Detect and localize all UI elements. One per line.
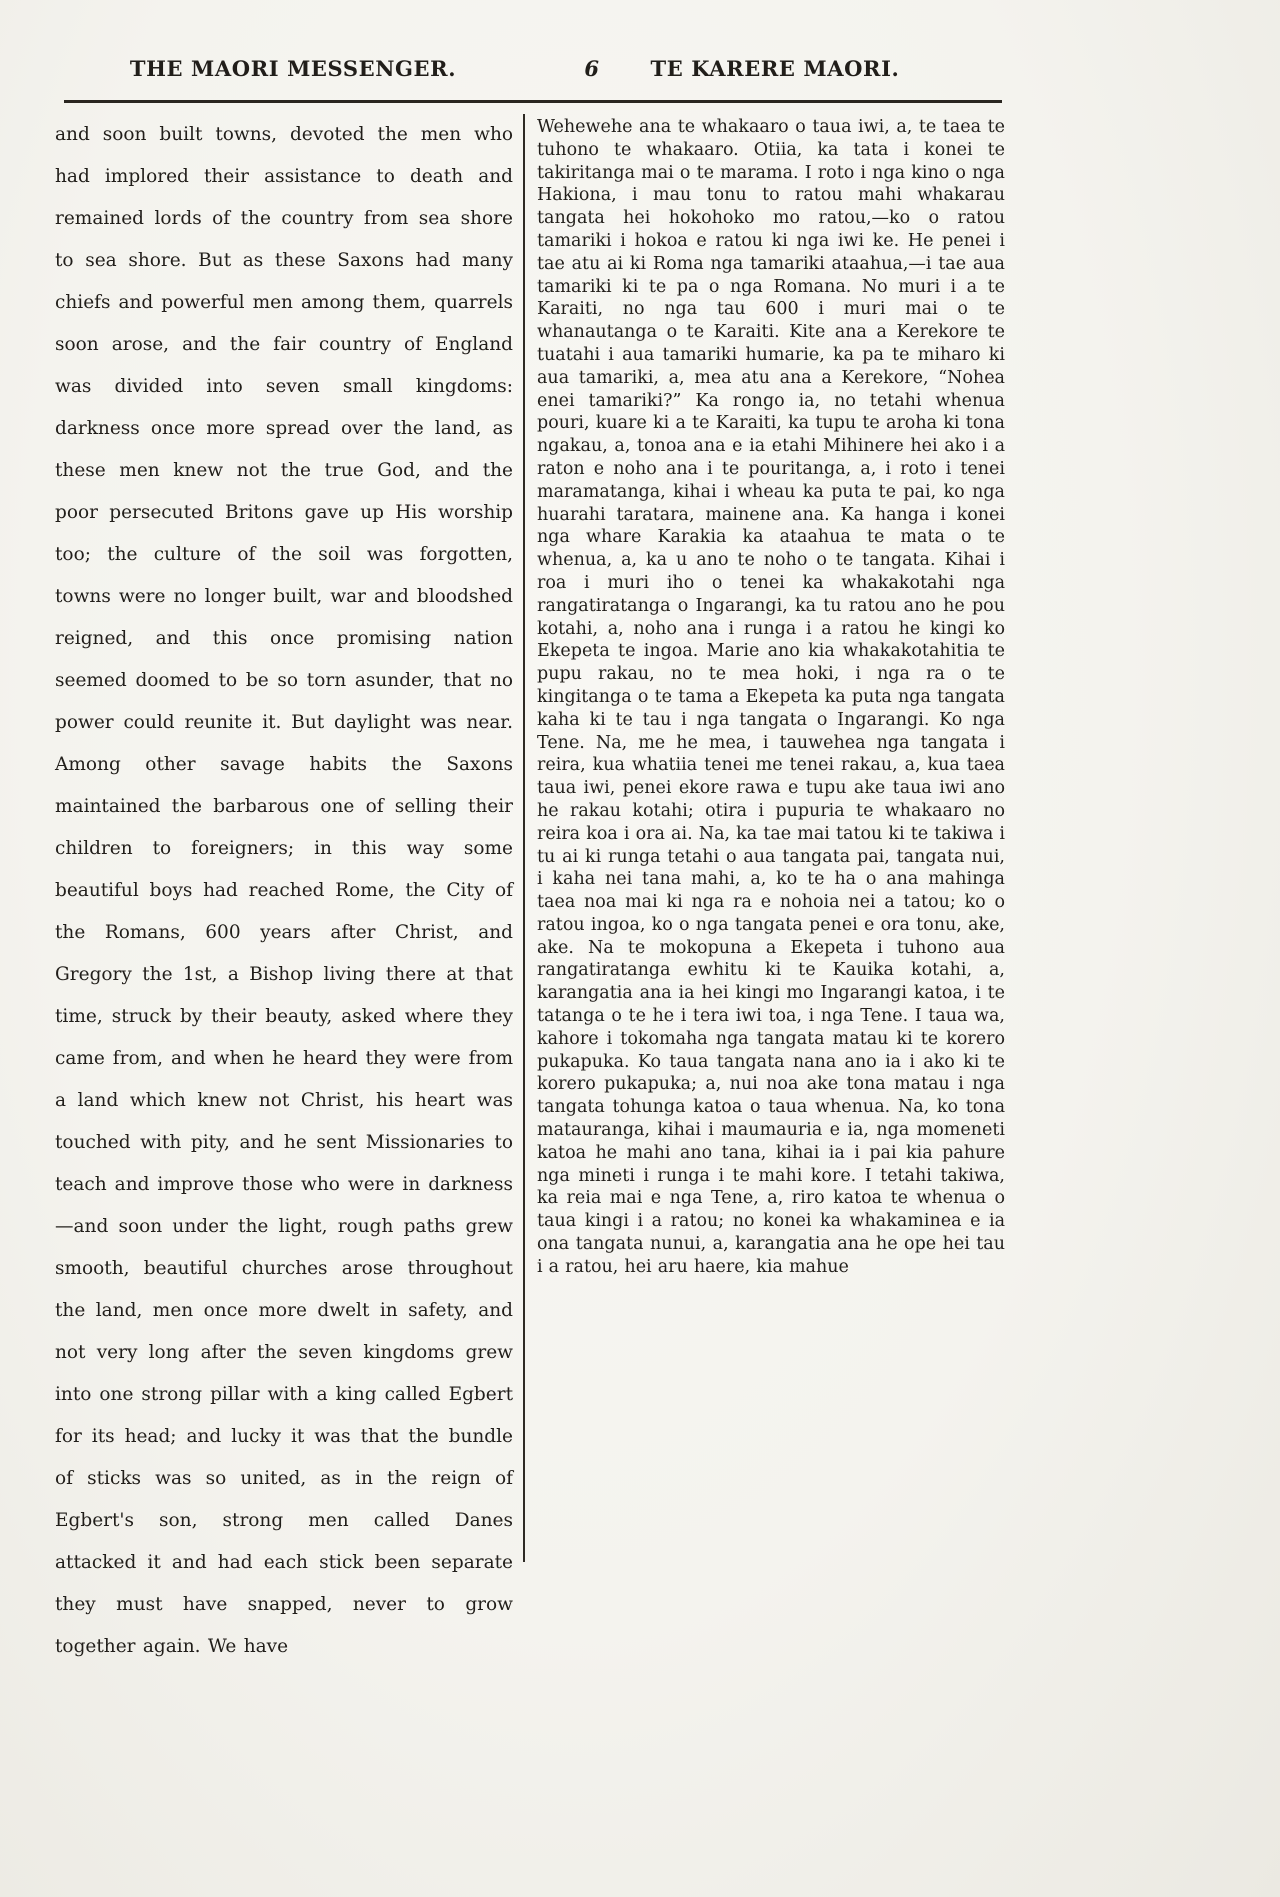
- right-journal-title: TE KARERE MAORI.: [650, 56, 900, 81]
- header-rule: [64, 100, 1002, 103]
- column-divider: [523, 114, 525, 1562]
- english-column: [55, 114, 513, 1668]
- maori-text: Wehewehe ana te whakaaro o taua iwi, a, te taea te tuhono te whakaaro. Otiia, ka tata i konei te takiritanga mai o te marama. I roto i nga kino o nga Hakiona, i mau tonu to ratou mahi whakarau tangata hei hokohoko mo ratou,—ko o ratou tamariki i hokoa e ratou ki nga iwi ke. He penei i tae atu ai ki Roma nga tamariki ataahua,—i tae aua tamariki ki te pa o nga Romana. No muri i a te Karaiti, no nga tau 600 i muri mai o te whanautanga o te Karaiti. Kite ana a Kerekore te tuatahi i aua tamariki humarie, ka pa te miharo ki aua tamariki, a, mea atu ana a Kerekore, “Nohea enei tamariki?” Ka rongo ia, no tetahi whenua pouri, kuare ki a te Karaiti, ka tupu te aroha ki tona ngakau, a, tonoa ana e ia etahi Mihinere hei ako i a raton e noho ana i te pouritanga, a, i roto i tenei maramatanga, kihai i wheau ka puta te pai, ko nga huarahi taratara, mainene ana. Ka hanga i konei nga whare Karakia ka ataahua te mata o te whenua, a, ka u ano te noho o te tangata. Kihai i roa i muri iho o tenei ka whakakotahi nga rangatiratanga o Ingarangi, ka tu ratou ano he pou kotahi, a, noho ana i runga i a ratou he kingi ko Ekepeta te ingoa. Marie ano kia whakakotahitia te pupu rakau, no te mea hoki, i nga ra o te kingitanga o te tama a Ekepeta ka puta nga tangata kaha ki te tau i nga tangata o Ingarangi. Ko nga Tene. Na, me he mea, i tauwehea nga tangata i reira, kua whatiia tenei me tenei rakau, a, kua taea taua iwi, penei ekore rawa e tupu ake taua iwi ano he rakau kotahi; otira i pupuria te whakaaro no reira koa i ora ai. Na, ka tae mai tatou ki te takiwa i tu ai ki runga tetahi o aua tangata pai, tangata nui, i kaha nei tana mahi, a, ko te ha o ana mahinga taea noa mai ki nga ra e nohoia nei a tatou; ko o ratou ingoa, ko o nga tangata penei e ora tonu, ake, ake. Na te mokopuna a Ekepeta i tuhono aua rangatiratanga ewhitu ki te Kauika kotahi, a, karangatia ana ia hei kingi mo Ingarangi katoa, i te tatanga o te he i tera iwi toa, i nga Tene. I taua wa, kahore i tokomaha nga tangata matau ki te korero pukapuka. Ko taua tangata nana ano ia i ako ki te korero pukapuka; a, nui noa ake tona matau i nga tangata tohunga katoa o taua whenua. Na, ko tona matauranga, kihai i maumauria e ia, nga momeneti katoa he mahi ano tana, kihai ia i pai kia pahure nga mineti i runga i te mahi kore. I tetahi takiwa, ka reia mai e nga Tene, a, riro katoa te whenua o taua kingi i a ratou; no konei ka whakaminea e ia ona tangata nunui, a, karangatia ana he ope hei tau i a ratou, hei aru haere, kia mahue: [537, 117, 1005, 1277]
- maori-column: [537, 116, 1005, 1279]
- english-text: and soon built towns, devoted the men who had implored their assistance to death and remained lords of the country from sea shore to sea shore. But as these Saxons had many chiefs and powerful men among them, quarrels soon arose, and the fair country of England was divided into seven small kingdoms: darkness once more spread over the land, as these men knew not the true God, and the poor persecuted Britons gave up His worship too; the culture of the soil was forgotten, towns were no longer built, war and bloodshed reigned, and this once promising nation seemed doomed to be so torn asunder, that no power could reunite it. But daylight was near. Among other savage habits the Saxons maintained the barbarous one of selling their children to foreigners; in this way some beautiful boys had reached Rome, the City of the Romans, 600 years after Christ, and Gregory the 1st, a Bishop living there at that time, struck by their beauty, asked where they came from, and when he heard they were from a land which knew not Christ, his heart was touched with pity, and he sent Missionaries to teach and improve those who were in darkness—and soon under the light, rough paths grew smooth, beautiful churches arose throughout the land, men once more dwelt in safety, and not very long after the seven kingdoms grew into one strong pillar with a king called Egbert for its head; and lucky it was that the bundle of sticks was so united, as in the reign of Egbert's son, strong men called Danes attacked it and had each stick been separate they must have snapped, never to grow together again. We have: [55, 124, 513, 1657]
- left-journal-title: THE MAORI MESSENGER.: [129, 56, 457, 81]
- masthead: [64, 56, 1002, 92]
- page-number: 6: [584, 56, 600, 81]
